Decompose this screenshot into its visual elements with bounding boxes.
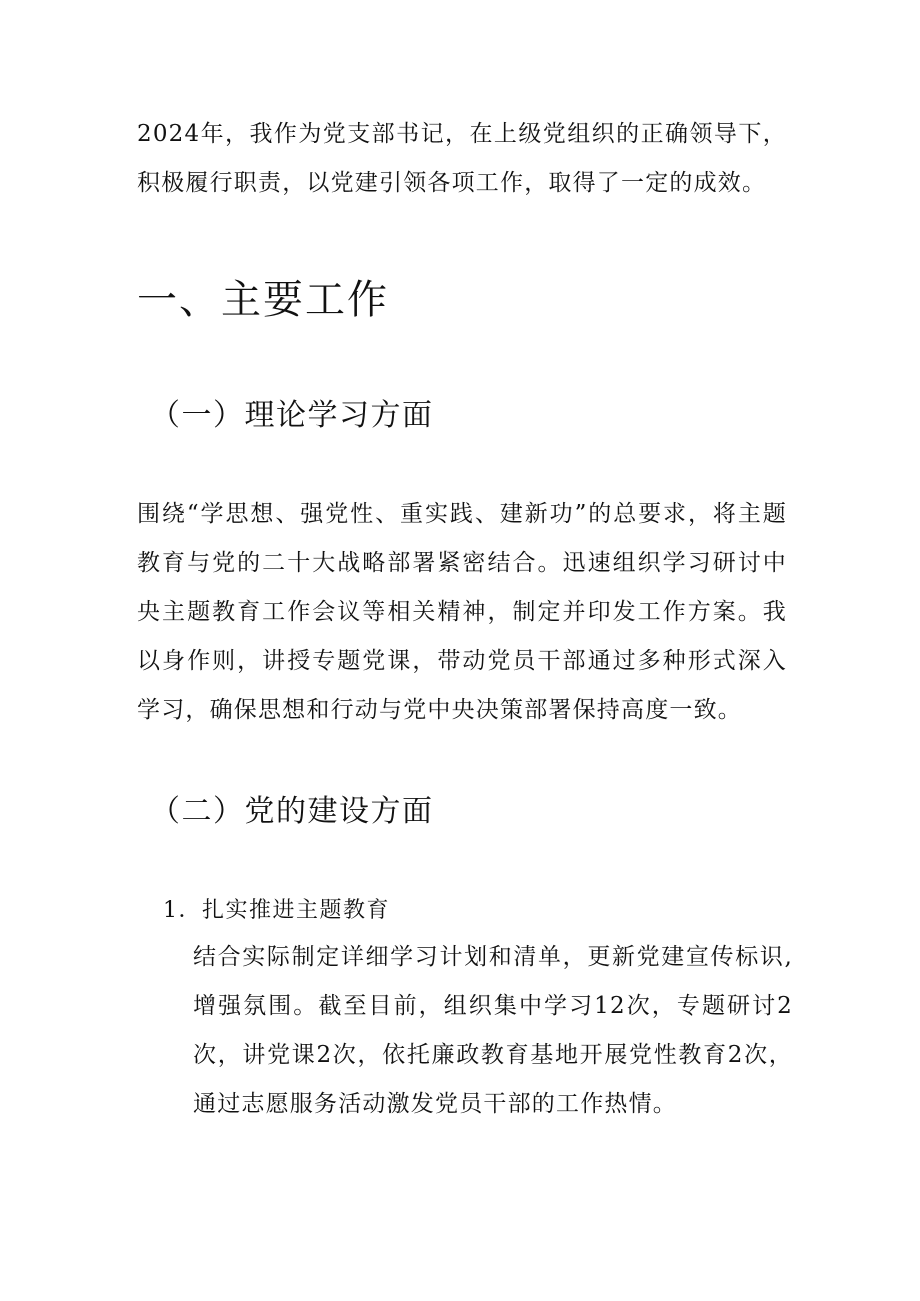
section-heading-main-work: 一、主要工作 [137,277,389,323]
theory-study-paragraph: 围绕“学思想、强党性、重实践、建新功”的总要求，将主题教育与党的二十大战略部署紧密结合。迅速组织学习研讨中央主题教育工作会议等相关精神，制定并印发工作方案。我以身作则，讲授专题党课，带动党员干部通过多种形式深入学习，确保思想和行动与党中央决策部署保持高度一致。 [137,501,787,723]
theme-education-paragraph: 结合实际制定详细学习计划和清单，更新党建宣传标识,增强氛围。截至目前，组织集中学习12次，专题研讨2次，讲党课2次，依托廉政教育基地开展党性教育2次，通过志愿服务活动激发党员干部的工作热情。 [193,944,793,1117]
subsection-heading-party-building: （二）党的建设方面 [150,794,434,829]
item-heading-theme-education: 1．扎实推进主题教育 [163,898,390,923]
intro-paragraph: 2024年，我作为党支部书记，在上级党组织的正确领导下，积极履行职责，以党建引领各项工作，取得了一定的成效。 [137,121,787,196]
subsection-heading-theory-study: （一）理论学习方面 [150,398,434,433]
